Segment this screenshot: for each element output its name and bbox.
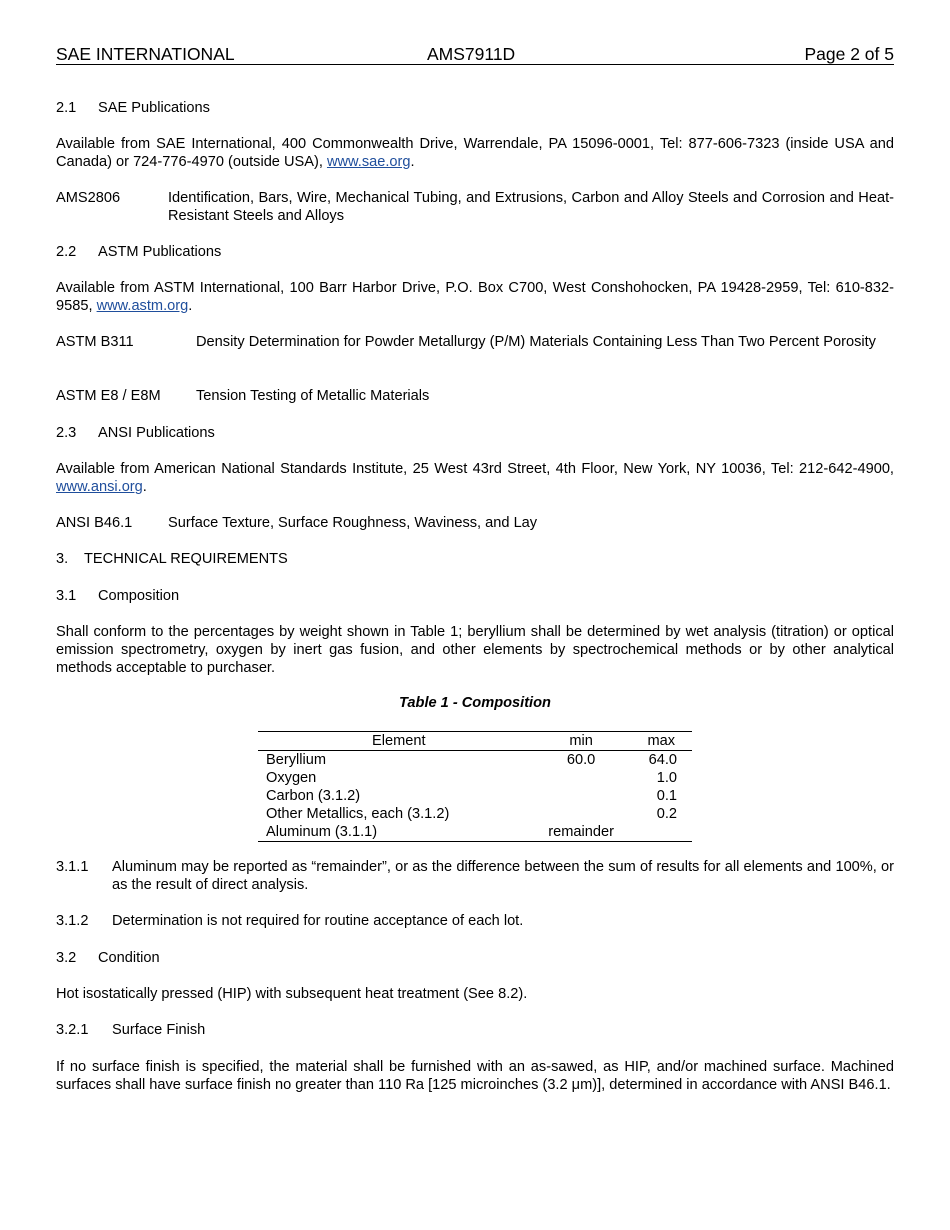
ref-code: ANSI B46.1 — [56, 515, 133, 531]
section-2-1-heading: 2.1 SAE Publications — [56, 100, 210, 116]
header-page-number: Page 2 of 5 — [804, 44, 894, 64]
page-header — [56, 44, 894, 65]
table-row: Carbon (3.1.2) 0.1 — [266, 788, 677, 804]
section-text: Aluminum may be reported as “remainder”, or as the difference between the sum of results for all elements and 100%, or as the result of direct analysis. — [112, 859, 894, 893]
ref-description: Tension Testing of Metallic Materials — [196, 388, 430, 404]
ref-astm-e8 — [56, 387, 894, 405]
section-3-1-1 — [56, 858, 894, 894]
ref-code: ASTM B311 — [56, 334, 134, 350]
section-text: Determination is not required for routine acceptance of each lot. — [112, 913, 524, 929]
section-3-2-1-body: If no surface finish is specified, the material shall be furnished with an as-sawed, as HIP, and/or machined surface. Machined surfaces shall have surface finish no greater than 110 Ra [125 microinches (3.2 μm)], determined in accordance with ANSI B46.1. — [56, 1059, 894, 1093]
ref-astm-b311 — [56, 333, 894, 369]
section-3-2-body: Hot isostatically pressed (HIP) with subsequent heat treatment (See 8.2). — [56, 986, 528, 1002]
table-header-row — [258, 732, 692, 751]
section-3-heading: 3. TECHNICAL REQUIREMENTS — [56, 551, 288, 567]
section-3-1-2 — [56, 912, 894, 930]
ref-ansi-b461 — [56, 514, 894, 532]
header-org: SAE INTERNATIONAL — [56, 44, 235, 64]
ref-description: Identification, Bars, Wire, Mechanical Tubing, and Extrusions, Carbon and Alloy Steels and Corrosion and Heat-Resistant Steels and Alloys — [168, 190, 894, 224]
ref-code: ASTM E8 / E8M — [56, 388, 161, 404]
ref-code: AMS2806 — [56, 190, 121, 206]
sae-link[interactable]: www.sae.org — [326, 154, 411, 170]
table-caption: Table 1 - Composition — [399, 695, 551, 711]
section-3-2-heading: 3.2 Condition — [56, 950, 160, 966]
composition-table — [258, 731, 692, 842]
col-max: max — [631, 732, 692, 751]
section-3-2-1-heading: 3.2.1 Surface Finish — [56, 1022, 206, 1038]
col-min: min — [532, 732, 631, 751]
table-row: Other Metallics, each (3.1.2) 0.2 — [266, 806, 677, 822]
col-element: Element — [258, 732, 532, 751]
section-2-1-availability: Available from SAE International, 400 Commonwealth Drive, Warrendale, PA 15096-0001, Tel: 877-606-7323 (inside USA and Canada) or 724-776-4970 (outside USA), www.sae.org. — [56, 136, 894, 170]
section-3-1-heading: 3.1 Composition — [56, 588, 180, 604]
section-number: 3.1.1 — [56, 859, 89, 875]
header-doc-id: AMS7911D — [427, 44, 516, 64]
astm-link[interactable]: www.astm.org — [96, 298, 189, 314]
section-2-3-heading: 2.3 ANSI Publications — [56, 425, 215, 441]
table-row: Aluminum (3.1.1) remainder — [258, 823, 692, 842]
table-row: Oxygen 1.0 — [266, 770, 677, 786]
section-3-1-body: Shall conform to the percentages by weight shown in Table 1; beryllium shall be determined by wet analysis (titration) or optical emission spectrometry, oxygen by inert gas fusion, and other elements by spectrochemical methods or by other analytical methods acceptable to purchaser. — [56, 624, 894, 676]
section-2-2-heading: 2.2 ASTM Publications — [56, 244, 222, 260]
section-2-2-availability: Available from ASTM International, 100 Barr Harbor Drive, P.O. Box C700, West Conshohocken, PA 19428-2959, Tel: 610-832-9585, www.astm.org. — [56, 280, 894, 314]
section-number: 3.1.2 — [56, 913, 89, 929]
ref-description: Density Determination for Powder Metallurgy (P/M) Materials Containing Less Than Two Percent Porosity — [196, 334, 876, 350]
section-2-3-availability: Available from American National Standards Institute, 25 West 43rd Street, 4th Floor, New York, NY 10036, Tel: 212-642-4900, www.ansi.org. — [56, 461, 894, 495]
ansi-link[interactable]: www.ansi.org — [56, 479, 143, 495]
ref-ams2806 — [56, 189, 894, 225]
ref-description: Surface Texture, Surface Roughness, Waviness, and Lay — [168, 515, 538, 531]
table-row: Beryllium 60.0 64.0 — [266, 752, 677, 768]
